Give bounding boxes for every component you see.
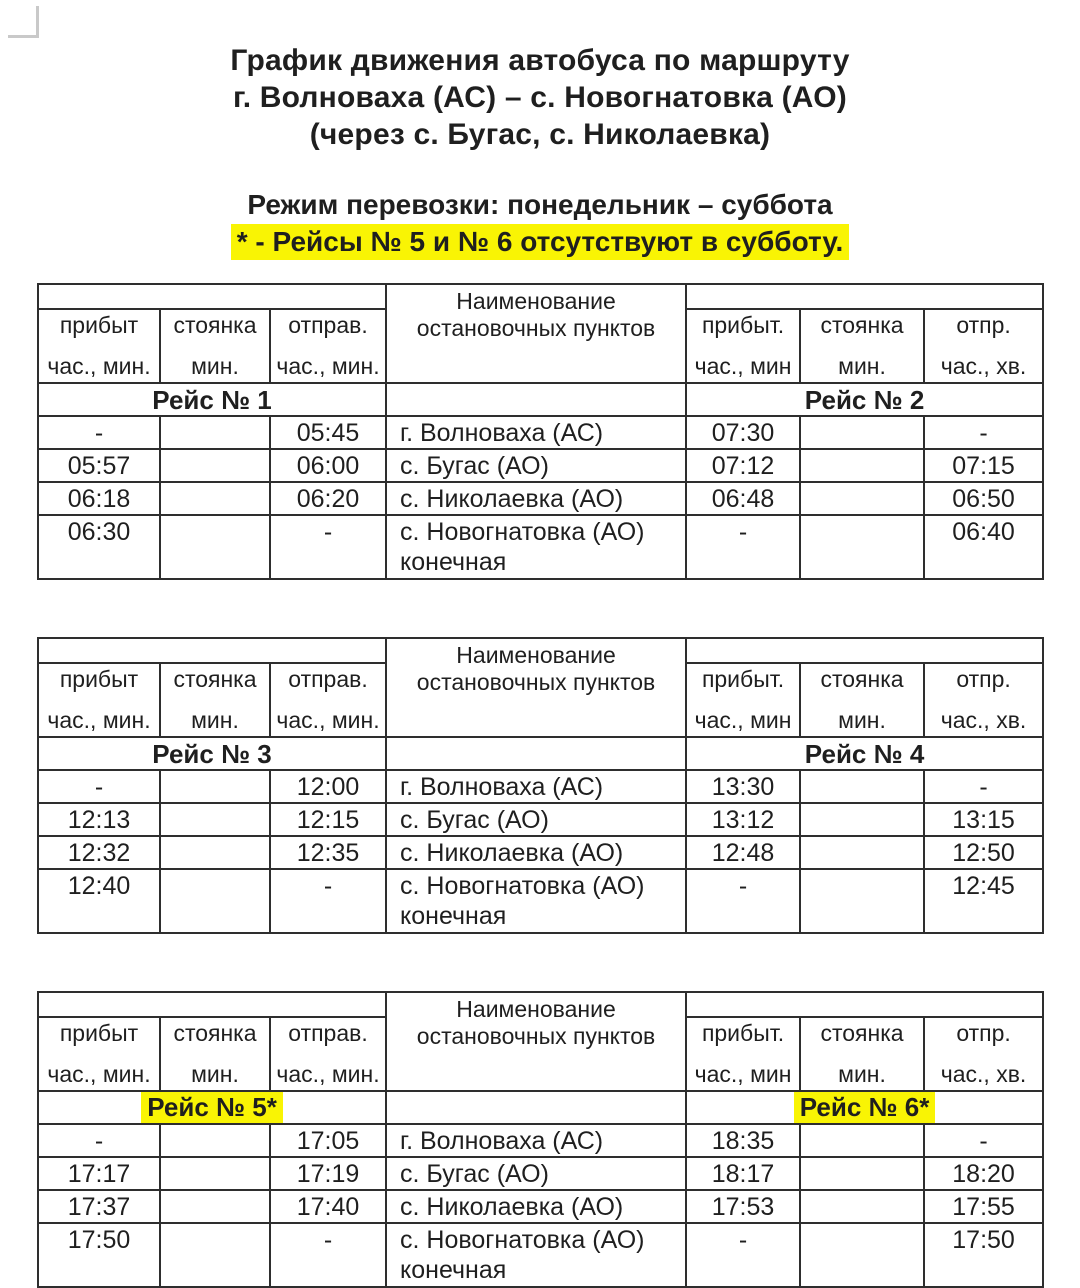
- stop-duration: [800, 1124, 924, 1157]
- arrive-time: 07:12: [686, 449, 800, 482]
- col-units: час., мин.: [276, 707, 380, 733]
- col-units: мин.: [838, 707, 886, 733]
- arrive-time: -: [686, 869, 800, 933]
- table-row: [38, 1157, 1043, 1190]
- depart-time: -: [270, 1223, 386, 1287]
- stop-duration: [160, 770, 270, 803]
- crop-corner-icon: [8, 6, 39, 38]
- stop-duration: [160, 836, 270, 869]
- col-header-depart-right: [924, 309, 1043, 383]
- stop-duration: [800, 803, 924, 836]
- stop-duration: [160, 1223, 270, 1287]
- table-row: [38, 482, 1043, 515]
- table-row: [38, 836, 1043, 869]
- col-label: отправ.: [288, 1020, 368, 1046]
- stop-duration: [160, 1157, 270, 1190]
- arrive-time: -: [38, 1124, 160, 1157]
- stop-duration: [800, 416, 924, 449]
- arrive-time: 13:12: [686, 803, 800, 836]
- col-units: час., мин.: [47, 1061, 151, 1087]
- arrive-time: 12:13: [38, 803, 160, 836]
- arrive-time: -: [38, 416, 160, 449]
- schedule-table-trips-3-4: [37, 637, 1044, 934]
- arrive-time: 12:48: [686, 836, 800, 869]
- header-spacer-row: [38, 992, 1043, 1017]
- header-spacer-row: [38, 638, 1043, 663]
- col-header-depart-left: [270, 663, 386, 737]
- col-label: стоянка: [820, 1020, 904, 1046]
- col-units: час., хв.: [940, 353, 1027, 379]
- col-label: прибыт: [59, 1020, 139, 1046]
- col-units: час., мин: [694, 353, 792, 379]
- col-units: мин.: [191, 353, 239, 379]
- table-row: [38, 1223, 1043, 1287]
- trip-row-spacer: [386, 383, 686, 416]
- station-header-line-2: остановочных пунктов: [416, 1023, 656, 1049]
- col-units: мин.: [191, 707, 239, 733]
- arrive-time: -: [686, 515, 800, 579]
- trip-cell-left: [38, 383, 386, 416]
- stop-duration: [160, 416, 270, 449]
- depart-time: 06:20: [270, 482, 386, 515]
- title-line-3: (через с. Бугас, с. Николаевка): [309, 118, 771, 151]
- station-name: г. Волноваха (АС): [386, 1124, 686, 1157]
- depart-time: 12:45: [924, 869, 1043, 933]
- arrive-time: 17:53: [686, 1190, 800, 1223]
- station-name: с. Николаевка (АО): [386, 482, 686, 515]
- arrive-time: 06:48: [686, 482, 800, 515]
- col-label: стоянка: [820, 666, 904, 692]
- station-name: с. Бугас (АО): [386, 1157, 686, 1190]
- stop-duration: [800, 836, 924, 869]
- arrive-time: 18:17: [686, 1157, 800, 1190]
- stop-duration: [800, 482, 924, 515]
- station-header-line-2: остановочных пунктов: [416, 315, 656, 341]
- schedule-table-trips-5-6: [37, 991, 1044, 1288]
- arrive-time: 06:18: [38, 482, 160, 515]
- depart-time: 06:40: [924, 515, 1043, 579]
- stop-duration: [160, 449, 270, 482]
- col-units: час., хв.: [940, 1061, 1027, 1087]
- arrive-time: 17:50: [38, 1223, 160, 1287]
- station-name: с. Новогнатовка (АО) конечная: [386, 1223, 686, 1287]
- col-header-stop-left: [160, 309, 270, 383]
- depart-time: 13:15: [924, 803, 1043, 836]
- station-name: с. Бугас (АО): [386, 449, 686, 482]
- arrive-time: 12:40: [38, 869, 160, 933]
- col-units: час., мин: [694, 707, 792, 733]
- depart-time: 17:50: [924, 1223, 1043, 1287]
- station-name: с. Николаевка (АО): [386, 1190, 686, 1223]
- col-header-arrive-right: [686, 1017, 800, 1091]
- station-name: г. Волноваха (АС): [386, 416, 686, 449]
- col-header-arrive-left: [38, 309, 160, 383]
- table-row: [38, 1190, 1043, 1223]
- col-units: мин.: [838, 1061, 886, 1087]
- col-header-stop-left: [160, 663, 270, 737]
- depart-time: 17:55: [924, 1190, 1043, 1223]
- col-units: час., хв.: [940, 707, 1027, 733]
- col-label: стоянка: [820, 312, 904, 338]
- depart-time: 17:19: [270, 1157, 386, 1190]
- depart-time: -: [924, 1124, 1043, 1157]
- depart-time: 12:15: [270, 803, 386, 836]
- depart-time: -: [270, 515, 386, 579]
- col-label: отпр.: [956, 666, 1011, 692]
- depart-time: -: [924, 416, 1043, 449]
- title-line-1: График движения автобуса по маршруту: [230, 44, 850, 77]
- trip-cell-left: [38, 737, 386, 770]
- col-header-depart-left: [270, 309, 386, 383]
- col-label: прибыт: [59, 312, 139, 338]
- table-row: [38, 515, 1043, 579]
- depart-time: -: [924, 770, 1043, 803]
- col-header-depart-right: [924, 1017, 1043, 1091]
- station-name: с. Новогнатовка (АО) конечная: [386, 869, 686, 933]
- col-label: прибыт: [59, 666, 139, 692]
- trip-label-6-highlighted: Рейс № 6*: [794, 1092, 936, 1123]
- col-units: час., мин: [694, 1061, 792, 1087]
- stop-duration: [160, 803, 270, 836]
- stop-duration: [800, 770, 924, 803]
- header-spacer-left: [38, 992, 386, 1017]
- arrive-time: 07:30: [686, 416, 800, 449]
- depart-time: 06:50: [924, 482, 1043, 515]
- schedule-mode-text: Режим перевозки: понедельник – суббота: [247, 189, 833, 220]
- col-label: стоянка: [173, 312, 257, 338]
- depart-time: 12:00: [270, 770, 386, 803]
- trip-cell-left: [38, 1091, 386, 1124]
- station-header-line-1: Наименование: [456, 996, 616, 1022]
- station-header-line-1: Наименование: [456, 642, 616, 668]
- arrive-time: 18:35: [686, 1124, 800, 1157]
- col-header-stop-right: [800, 309, 924, 383]
- stop-duration: [800, 1157, 924, 1190]
- col-units: мин.: [838, 353, 886, 379]
- station-name: с. Бугас (АО): [386, 803, 686, 836]
- col-units: час., мин.: [276, 353, 380, 379]
- stop-duration: [160, 515, 270, 579]
- document-header: [0, 0, 1080, 259]
- arrive-time: 06:30: [38, 515, 160, 579]
- stop-duration: [800, 1190, 924, 1223]
- station-column-header: [386, 638, 686, 737]
- table-row: [38, 1124, 1043, 1157]
- depart-time: 06:00: [270, 449, 386, 482]
- depart-time: 12:35: [270, 836, 386, 869]
- depart-time: 17:05: [270, 1124, 386, 1157]
- station-column-header: [386, 992, 686, 1091]
- station-name: г. Волноваха (АС): [386, 770, 686, 803]
- trip-row-spacer: [386, 1091, 686, 1124]
- col-units: час., мин.: [47, 707, 151, 733]
- col-label: отправ.: [288, 312, 368, 338]
- table-row: [38, 770, 1043, 803]
- trip-cell-right: [686, 383, 1043, 416]
- trip-label-5-highlighted: Рейс № 5*: [141, 1092, 283, 1123]
- arrive-time: 17:37: [38, 1190, 160, 1223]
- station-header-line-1: Наименование: [456, 288, 616, 314]
- col-header-stop-right: [800, 1017, 924, 1091]
- highlighted-note: * - Рейсы № 5 и № 6 отсутствуют в субботу.: [231, 224, 850, 260]
- trip-label-4: Рейс № 4: [804, 738, 925, 769]
- table-row: [38, 869, 1043, 933]
- depart-time: 17:40: [270, 1190, 386, 1223]
- col-units: час., мин.: [276, 1061, 380, 1087]
- trip-label-row: [38, 383, 1043, 416]
- trip-row-spacer: [386, 737, 686, 770]
- title-line-2: г. Волноваха (АС) – с. Новогнатовка (АО): [233, 81, 847, 114]
- arrive-time: 12:32: [38, 836, 160, 869]
- stop-duration: [800, 869, 924, 933]
- note-line: [0, 225, 1080, 259]
- trip-cell-right: [686, 737, 1043, 770]
- col-header-stop-left: [160, 1017, 270, 1091]
- stop-duration: [800, 449, 924, 482]
- header-spacer-right: [686, 284, 1043, 309]
- col-label: прибыт.: [701, 666, 785, 692]
- station-header-line-2: остановочных пунктов: [416, 669, 656, 695]
- col-label: стоянка: [173, 1020, 257, 1046]
- stop-duration: [160, 869, 270, 933]
- depart-time: -: [270, 869, 386, 933]
- stop-duration: [160, 1124, 270, 1157]
- stop-duration: [800, 515, 924, 579]
- trip-cell-right: [686, 1091, 1043, 1124]
- col-label: отправ.: [288, 666, 368, 692]
- document-title: [0, 42, 1080, 153]
- table-row: [38, 449, 1043, 482]
- header-spacer-left: [38, 284, 386, 309]
- col-units: час., мин.: [47, 353, 151, 379]
- station-name: с. Николаевка (АО): [386, 836, 686, 869]
- depart-time: 12:50: [924, 836, 1043, 869]
- table-row: [38, 803, 1043, 836]
- col-label: прибыт.: [701, 1020, 785, 1046]
- col-label: прибыт.: [701, 312, 785, 338]
- depart-time: 18:20: [924, 1157, 1043, 1190]
- arrive-time: 13:30: [686, 770, 800, 803]
- trip-label-1: Рейс № 1: [152, 384, 272, 415]
- col-label: отпр.: [956, 312, 1011, 338]
- col-header-arrive-left: [38, 1017, 160, 1091]
- header-spacer-right: [686, 992, 1043, 1017]
- col-header-depart-right: [924, 663, 1043, 737]
- arrive-time: 17:17: [38, 1157, 160, 1190]
- col-label: стоянка: [173, 666, 257, 692]
- depart-time: 07:15: [924, 449, 1043, 482]
- arrive-time: -: [38, 770, 160, 803]
- schedule-table-trips-1-2: [37, 283, 1044, 580]
- col-header-stop-right: [800, 663, 924, 737]
- header-spacer-row: [38, 284, 1043, 309]
- col-label: отпр.: [956, 1020, 1011, 1046]
- trip-label-3: Рейс № 3: [152, 738, 272, 769]
- col-header-arrive-right: [686, 309, 800, 383]
- table-row: [38, 416, 1043, 449]
- trip-label-2: Рейс № 2: [804, 384, 925, 415]
- col-units: мин.: [191, 1061, 239, 1087]
- header-spacer-left: [38, 638, 386, 663]
- stop-duration: [160, 482, 270, 515]
- station-name: с. Новогнатовка (АО) конечная: [386, 515, 686, 579]
- col-header-arrive-right: [686, 663, 800, 737]
- col-header-depart-left: [270, 1017, 386, 1091]
- header-spacer-right: [686, 638, 1043, 663]
- station-column-header: [386, 284, 686, 383]
- arrive-time: 05:57: [38, 449, 160, 482]
- trip-label-row: [38, 1091, 1043, 1124]
- stop-duration: [800, 1223, 924, 1287]
- depart-time: 05:45: [270, 416, 386, 449]
- trip-label-row: [38, 737, 1043, 770]
- stop-duration: [160, 1190, 270, 1223]
- col-header-arrive-left: [38, 663, 160, 737]
- arrive-time: -: [686, 1223, 800, 1287]
